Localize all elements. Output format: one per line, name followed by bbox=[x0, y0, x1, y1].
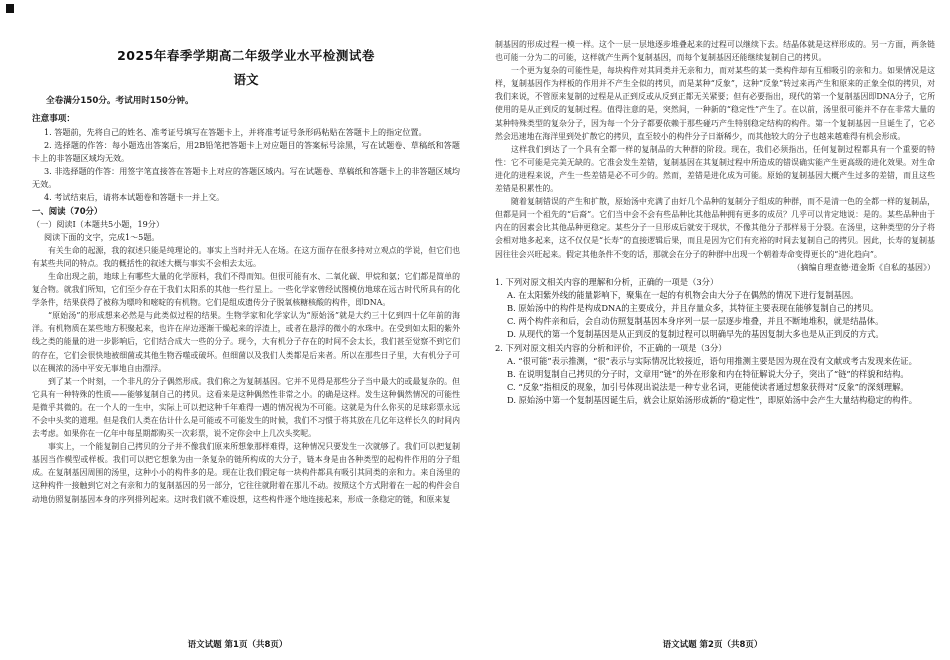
subsection-heading: （一）阅读Ⅰ（本题共5小题，19分） bbox=[32, 218, 164, 229]
question-stem: 2. 下列对原文相关内容的分析和评价，不正确的一项是（3分） bbox=[495, 342, 727, 353]
answer-option: B. 在说明复制自己拷贝的分子时，文章用“链”的外在形象和内在特征解说大分子，突出了“链”的样貌和结构。 bbox=[507, 369, 909, 380]
left-column bbox=[32, 46, 460, 506]
note-item: 2. 选择题的作答：每小题选出答案后，用2B铅笔把答题卡上对应题目的答案标号涂黑，写在试题卷、草稿纸和答题卡上的非答题区域均无效。 bbox=[32, 140, 460, 164]
passage-paragraph: 这样我们到达了一个具有全都一样的复制品的大种群的阶段。现在，我们必须指出，任何复制过程都具有一个重要的特性：它不可能是完美无缺的。它准会发生差错，复制基因在其复制过程中所造成的错误确实能产生更高级的进化效果。对生命进化的进程来说，产生一些差错是必不可少的。然而，差错是进化成为可能。原始的复制基因大概产生过多的差错，而且这些差错是积累性的。 bbox=[495, 144, 935, 194]
section-heading: 一、阅读（70分） bbox=[32, 205, 103, 216]
note-item: 4. 考试结束后，请将本试题卷和答题卡一并上交。 bbox=[44, 192, 225, 203]
passage-paragraph: 事实上，一个能复制自己拷贝的分子并不像我们原来所想象那样难得，这种情况只要发生一次就够了。我们可以把复制基因当作模型或样板。我们可以把它想象为由一条复杂的链所构成的大分子，链本身是由各种类型的起构件作用的分子组成。在复制基因周围的汤里，这种小小的构件多的是。现在让我们假定每一块构件都具有吸引其同类的亲和力。来自汤里的这种构件一接触到它对之有亲和力的复制基因的另一部分，它往往就附着在那儿不动。按照这个方式附着在一起的构件会自动地仿照复制基因本身的序列排列起来。这时我们就不难设想，这些构件逐个地连接起来，形成一条稳定的链，和原来复 bbox=[32, 442, 460, 504]
page-footer: 语文试题 第1页（共8页） bbox=[187, 640, 288, 650]
passage-paragraph: 一个更为复杂的可能性是，每块构件对其同类并无亲和力，而对某些的某一类构件却有互相吸引的亲和力。如果情况是这样，复制基因作为样板的作用并不产生全似的拷贝，而是某种“反象”，这种“反象”转过来再产生和原来的正象全似的拷贝，对我们来说，不管原来复制的过程是从正到反或从反到正都无关紧要；但有必要指出，现代的第一个复制基因即DNA分子，它所使用的是从正到反的复制过程。值得注意的是，突然间，一种新的“稳定性”产生了。在以前，汤里很可能并不存在非常大量的某种特殊类型的复杂分子，因为每一个分子都要依赖于那些碰巧产生特别稳定结构的构件。第一个复制基因一旦诞生了，它必然会迅速地在海洋里到处扩散它的拷贝，直至较小的构件分子日渐稀少，而其他较大的分子也越来越难得有机会形成。 bbox=[495, 66, 935, 141]
passage-paragraph: 制基因的形成过程一模一样。这个一层一层地逐步堆叠起来的过程可以继续下去。结晶体就是这样形成的。另一方面，两条链也可能一分为二的可能，这样就产生两个复制基因，而每个复制基因还能继续复制自己的拷贝。 bbox=[495, 40, 935, 63]
exam-title: 2025年春季学期高二年级学业水平检测试卷 bbox=[117, 48, 375, 63]
reading-instruction: 阅读下面的文字，完成1～5题。 bbox=[44, 231, 160, 242]
page-footer: 语文试题 第2页（共8页） bbox=[662, 640, 763, 650]
page-right bbox=[475, 0, 950, 660]
score-line: 全卷满分150分。考试用时150分钟。 bbox=[46, 96, 194, 106]
answer-option: D. 从现代的第一个复制基因是从正到反的复制过程可以明确早先的基因复制大多也是从正到反的方式。 bbox=[507, 329, 884, 340]
answer-option: B. 原始汤中的构件是构成DNA的主要成分，并且存量众多，其特征主要表现在能够复制自己的拷贝。 bbox=[507, 303, 879, 313]
passage-paragraph: 生命出现之前，地球上有哪些大量的化学原料，我们不得而知。但很可能有水、二氧化碳、甲烷和氨；它们都是简单的复合物。就我们所知，它们至少存在于我们太阳系的其他一些行星上。一些化学家曾经试图模仿地球在远古时代所具有的化学条件，结果获得了被称为嘌呤和嘧啶的有机物。它们是组成遗传分子脱氧核糖核酸的构件，即DNA。 bbox=[32, 271, 460, 308]
answer-option: C. “反象”指相反的现象，加引号体现出说法是一种专业名词，更能使读者通过想象获得对“反象”的深刻理解。 bbox=[507, 382, 909, 393]
source-citation: （摘编自理查德·道金斯《自私的基因》） bbox=[792, 262, 935, 272]
answer-option: C. 两个构件亲和后，会自动仿照复制基因本身序列一层一层逐步堆叠，并且不断地堆积，就是结晶体。 bbox=[507, 316, 884, 327]
notes-heading: 注意事项： bbox=[32, 114, 75, 124]
passage-paragraph: “原始汤”的形成想来必然是与此类似过程的结果。生物学家和化学家认为“原始汤”就是大约三十亿到四十亿年前的海洋。有机物质在某些地方积聚起来，也许在岸边逐渐干燥起来的浮渣上，或者在悬浮的微小的水珠中。在受到如太阳的紫外线之类的能量的进一步影响后，它们结合成大一些的分子。现今，大有机分子存在的时间不会太长，我们甚至觉察不到它们的存在，它们会很快地被细菌或其他生物吞噬或破坏。但细菌以及我们人类都是后来者。所以在那些日子里，大有机分子可以在稠浓的汤中平安无事地自由漂浮。 bbox=[32, 311, 460, 373]
passage-paragraph: 有关生命的起源，我的叙述只能是纯理论的。事实上当时并无人在场。在这方面存在很多持对立观点的学说，但它们也有某些共同的特点。我的概括性的叙述大概与事实不会相去太远。 bbox=[32, 245, 460, 268]
subject-title: 语文 bbox=[233, 72, 259, 87]
right-column bbox=[495, 38, 935, 408]
note-item: 1. 答题前，先将自己的姓名、准考证号填写在答题卡上，并将准考证号条形码粘贴在答题卡上的指定位置。 bbox=[44, 127, 427, 137]
answer-option: A. “很可能”表示推测，“很”表示与实际情况比较接近，语句用推测主要是因为现在没有文献或考古发现来佐证。 bbox=[507, 355, 917, 366]
passage-paragraph: 到了某一个时刻，一个非凡的分子偶然形成。我们称之为复制基因。它并不见得是那些分子当中最大的或最复杂的。但它具有一种特殊的性质——能够复制自己的拷贝。这看来是这种偶然性非常之小。的确是这样。发生这种偶然情况的可能性是微乎其微的。在一个人的一生中，实际上可以把这种千年难得一遇的情况视为不可能。这就是为什么你买的足球彩票永远不会中头奖的道理。但是我们人类在估计什么是可能或不可能发生的时候，我们不习惯于将其放在几亿年这样长久的时间内去考虑。如果你在一亿年中每星期都购买一次彩票，说不定你会中上几次头奖呢。 bbox=[32, 376, 460, 439]
answer-option: A. 在太阳紫外线的能量影响下，聚集在一起的有机物会由大分子在偶然的情况下进行复制基因。 bbox=[507, 289, 859, 300]
answer-option: D. 原始汤中第一个复制基因诞生后，就会让原始汤形成新的“稳定性”，即原始汤中会产生大量结构稳定的构件。 bbox=[507, 395, 918, 406]
passage-paragraph: 随着复制错误的产生和扩散，原始汤中充满了由好几个品种的复制分子组成的种群，而不是清一色的全都一样的复制品，但都是同一个祖先的“后裔”。它们当中会不会有些品种比其他品种拥有更多的成员？几乎可以肯定地说：是的。某些品种由于内在的因素会比其他品种更稳定。某些分子一旦形成后就安于现状，不像其他分子那样易于分裂。在汤里，这种类型的分子将会相对地多起来，这不仅仅是“长寿”的直接逻辑后果，而且是因为它们有充裕的时间去复制自己的拷贝。因此，长寿的复制基因往往会兴旺起来。假定其他条件不变的话，那就会在分子的种群中出现一个朝着寿命变得更长的“进化趋向”。 bbox=[495, 197, 935, 259]
note-item: 3. 非选择题的作答：用签字笔直接答在答题卡上对应的答题区域内。写在试题卷、草稿纸和答题卡上的非答题区域均无效。 bbox=[32, 166, 460, 190]
question-stem: 1. 下列对原文相关内容的理解和分析，正确的一项是（3分） bbox=[495, 276, 719, 287]
